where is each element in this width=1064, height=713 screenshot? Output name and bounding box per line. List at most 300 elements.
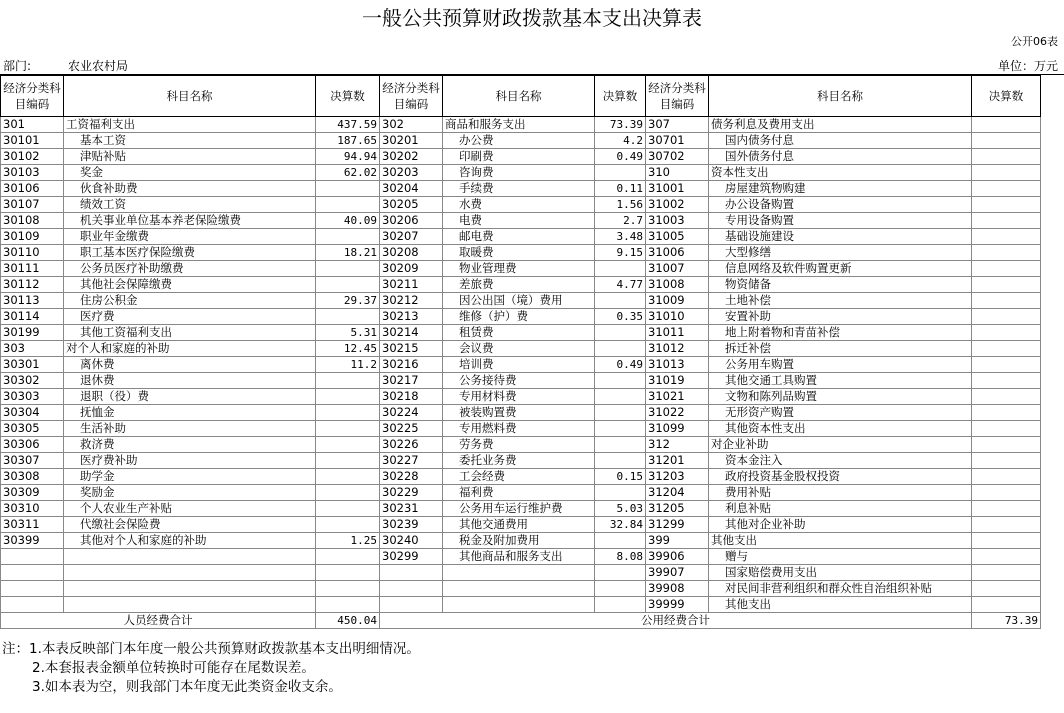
table-row	[1, 597, 1041, 613]
amount-cell	[972, 597, 1041, 613]
code-cell: 31021	[646, 389, 709, 405]
code-cell: 30205	[380, 197, 443, 213]
table-row	[1, 421, 1041, 437]
amount-cell: 9.15	[595, 245, 646, 261]
code-cell: 301	[1, 117, 64, 133]
item-name-cell: 退休费	[64, 373, 316, 389]
item-name-cell: 公务接待费	[443, 373, 595, 389]
code-cell	[380, 581, 443, 597]
item-name-cell	[443, 565, 595, 581]
header-amount-3: 决算数	[972, 76, 1041, 117]
code-cell: 31205	[646, 501, 709, 517]
amount-cell	[316, 373, 380, 389]
code-cell: 302	[380, 117, 443, 133]
item-name-cell: 物资储备	[709, 277, 972, 293]
item-name-cell: 机关事业单位基本养老保险缴费	[64, 213, 316, 229]
item-name-cell: 利息补贴	[709, 501, 972, 517]
amount-cell: 62.02	[316, 165, 380, 181]
code-cell: 30214	[380, 325, 443, 341]
code-cell: 30101	[1, 133, 64, 149]
amount-cell	[972, 421, 1041, 437]
code-cell: 303	[1, 341, 64, 357]
amount-cell: 0.11	[595, 181, 646, 197]
item-name-cell: 邮电费	[443, 229, 595, 245]
amount-cell	[316, 181, 380, 197]
amount-cell	[972, 293, 1041, 309]
code-cell: 31022	[646, 405, 709, 421]
header-name-2: 科目名称	[443, 76, 595, 117]
code-cell: 30212	[380, 293, 443, 309]
amount-cell	[972, 501, 1041, 517]
note-1: 注：1.本表反映部门本年度一般公共预算财政拨款基本支出明细情况。	[2, 641, 420, 657]
item-name-cell: 专用设备购置	[709, 213, 972, 229]
amount-cell	[595, 437, 646, 453]
amount-cell	[316, 277, 380, 293]
table-row	[1, 261, 1041, 277]
code-cell: 30106	[1, 181, 64, 197]
table-row	[1, 165, 1041, 181]
code-cell: 30217	[380, 373, 443, 389]
code-cell: 30239	[380, 517, 443, 533]
amount-cell	[595, 533, 646, 549]
note-3: 3.如本表为空，则我部门本年度无此类资金收支余。	[32, 679, 342, 695]
item-name-cell: 资本性支出	[709, 165, 972, 181]
item-name-cell: 水费	[443, 197, 595, 213]
code-cell: 31008	[646, 277, 709, 293]
table-row	[1, 117, 1041, 133]
item-name-cell: 政府投资基金股权投资	[709, 469, 972, 485]
amount-cell	[316, 597, 380, 613]
item-name-cell: 办公费	[443, 133, 595, 149]
table-row	[1, 533, 1041, 549]
code-cell: 31007	[646, 261, 709, 277]
department-label: 部门:	[3, 59, 32, 73]
amount-cell	[972, 181, 1041, 197]
code-cell: 30209	[380, 261, 443, 277]
amount-cell	[972, 373, 1041, 389]
amount-cell: 1.25	[316, 533, 380, 549]
code-cell: 31099	[646, 421, 709, 437]
item-name-cell: 国家赔偿费用支出	[709, 565, 972, 581]
item-name-cell: 福利费	[443, 485, 595, 501]
item-name-cell: 印刷费	[443, 149, 595, 165]
item-name-cell: 个人农业生产补贴	[64, 501, 316, 517]
code-cell: 30114	[1, 309, 64, 325]
item-name-cell: 其他商品和服务支出	[443, 549, 595, 565]
amount-cell	[595, 165, 646, 181]
item-name-cell: 电费	[443, 213, 595, 229]
item-name-cell: 国内债务付息	[709, 133, 972, 149]
amount-cell: 73.39	[595, 117, 646, 133]
table-row	[1, 325, 1041, 341]
item-name-cell: 抚恤金	[64, 405, 316, 421]
amount-cell	[972, 453, 1041, 469]
amount-cell: 11.2	[316, 357, 380, 373]
item-name-cell: 拆迁补偿	[709, 341, 972, 357]
table-row	[1, 517, 1041, 533]
amount-cell: 187.65	[316, 133, 380, 149]
code-cell: 39906	[646, 549, 709, 565]
table-row	[1, 501, 1041, 517]
amount-cell	[595, 261, 646, 277]
code-cell: 31009	[646, 293, 709, 309]
code-cell: 30207	[380, 229, 443, 245]
item-name-cell: 地上附着物和青苗补偿	[709, 325, 972, 341]
item-name-cell	[443, 597, 595, 613]
personnel-total-label: 人员经费合计	[1, 613, 316, 629]
table-row	[1, 309, 1041, 325]
item-name-cell: 赠与	[709, 549, 972, 565]
code-cell: 30107	[1, 197, 64, 213]
amount-cell	[316, 261, 380, 277]
code-cell: 30103	[1, 165, 64, 181]
amount-cell	[316, 309, 380, 325]
code-cell: 30218	[380, 389, 443, 405]
header-code-3: 经济分类科目编码	[646, 76, 709, 117]
table-row	[1, 453, 1041, 469]
amount-cell	[595, 565, 646, 581]
code-cell: 30211	[380, 277, 443, 293]
amount-cell	[595, 581, 646, 597]
item-name-cell: 房屋建筑物购建	[709, 181, 972, 197]
item-name-cell: 职业年金缴费	[64, 229, 316, 245]
amount-cell	[972, 117, 1041, 133]
code-cell: 30299	[380, 549, 443, 565]
amount-cell	[316, 549, 380, 565]
item-name-cell: 对个人和家庭的补助	[64, 341, 316, 357]
code-cell: 30309	[1, 485, 64, 501]
item-name-cell: 专用燃料费	[443, 421, 595, 437]
amount-cell	[972, 133, 1041, 149]
item-name-cell: 奖励金	[64, 485, 316, 501]
amount-cell	[316, 469, 380, 485]
table-row	[1, 181, 1041, 197]
amount-cell	[972, 469, 1041, 485]
item-name-cell: 住房公积金	[64, 293, 316, 309]
table-row	[1, 245, 1041, 261]
item-name-cell: 信息网络及软件购置更新	[709, 261, 972, 277]
amount-cell: 437.59	[316, 117, 380, 133]
amount-cell	[972, 197, 1041, 213]
code-cell: 30228	[380, 469, 443, 485]
amount-cell	[972, 325, 1041, 341]
amount-cell	[316, 565, 380, 581]
code-cell: 39908	[646, 581, 709, 597]
item-name-cell: 被装购置费	[443, 405, 595, 421]
code-cell: 30310	[1, 501, 64, 517]
item-name-cell: 其他对企业补助	[709, 517, 972, 533]
code-cell: 30305	[1, 421, 64, 437]
item-name-cell: 伙食补助费	[64, 181, 316, 197]
code-cell: 31002	[646, 197, 709, 213]
amount-cell	[316, 437, 380, 453]
code-cell: 30229	[380, 485, 443, 501]
item-name-cell: 税金及附加费用	[443, 533, 595, 549]
amount-cell	[972, 437, 1041, 453]
code-cell: 30108	[1, 213, 64, 229]
table-row	[1, 213, 1041, 229]
code-cell: 30111	[1, 261, 64, 277]
amount-cell: 3.48	[595, 229, 646, 245]
item-name-cell: 维修（护）费	[443, 309, 595, 325]
amount-cell	[972, 389, 1041, 405]
item-name-cell: 国外债务付息	[709, 149, 972, 165]
header-row	[1, 76, 1041, 117]
header-name-1: 科目名称	[64, 76, 316, 117]
amount-cell	[972, 277, 1041, 293]
amount-cell: 2.7	[595, 213, 646, 229]
code-cell: 30304	[1, 405, 64, 421]
amount-cell	[595, 373, 646, 389]
item-name-cell: 奖金	[64, 165, 316, 181]
item-name-cell: 手续费	[443, 181, 595, 197]
amount-cell	[972, 517, 1041, 533]
item-name-cell: 基础设施建设	[709, 229, 972, 245]
table-row	[1, 549, 1041, 565]
code-cell	[1, 549, 64, 565]
item-name-cell: 离休费	[64, 357, 316, 373]
code-cell: 310	[646, 165, 709, 181]
item-name-cell: 物业管理费	[443, 261, 595, 277]
amount-cell: 94.94	[316, 149, 380, 165]
item-name-cell: 债务利息及费用支出	[709, 117, 972, 133]
code-cell: 312	[646, 437, 709, 453]
amount-cell: 40.09	[316, 213, 380, 229]
header-code-1: 经济分类科目编码	[1, 76, 64, 117]
item-name-cell: 因公出国（境）费用	[443, 293, 595, 309]
amount-cell: 12.45	[316, 341, 380, 357]
item-name-cell: 劳务费	[443, 437, 595, 453]
code-cell: 31299	[646, 517, 709, 533]
item-name-cell: 取暖费	[443, 245, 595, 261]
public-total-label: 公用经费合计	[380, 613, 972, 629]
code-cell: 30215	[380, 341, 443, 357]
table-row	[1, 357, 1041, 373]
item-name-cell	[64, 549, 316, 565]
item-name-cell: 救济费	[64, 437, 316, 453]
code-cell: 31013	[646, 357, 709, 373]
code-cell: 30201	[380, 133, 443, 149]
amount-cell	[595, 325, 646, 341]
code-cell: 31012	[646, 341, 709, 357]
item-name-cell: 其他工资福利支出	[64, 325, 316, 341]
code-cell	[1, 581, 64, 597]
item-name-cell: 工会经费	[443, 469, 595, 485]
header-amount-1: 决算数	[316, 76, 380, 117]
item-name-cell: 资本金注入	[709, 453, 972, 469]
item-name-cell: 文物和陈列品购置	[709, 389, 972, 405]
amount-cell	[316, 485, 380, 501]
code-cell: 30208	[380, 245, 443, 261]
item-name-cell: 其他社会保障缴费	[64, 277, 316, 293]
item-name-cell: 费用补贴	[709, 485, 972, 501]
amount-cell: 4.2	[595, 133, 646, 149]
code-cell: 30301	[1, 357, 64, 373]
report-title: 一般公共预算财政拨款基本支出决算表	[362, 6, 702, 30]
code-cell: 30216	[380, 357, 443, 373]
header-code-2: 经济分类科目编码	[380, 76, 443, 117]
item-name-cell: 培训费	[443, 357, 595, 373]
code-cell: 31204	[646, 485, 709, 501]
item-name-cell: 会议费	[443, 341, 595, 357]
code-cell: 31006	[646, 245, 709, 261]
item-name-cell: 医疗费	[64, 309, 316, 325]
table-row	[1, 197, 1041, 213]
item-name-cell: 公务用车购置	[709, 357, 972, 373]
amount-cell	[972, 245, 1041, 261]
item-name-cell: 其他支出	[709, 597, 972, 613]
amount-cell: 32.84	[595, 517, 646, 533]
amount-cell	[972, 309, 1041, 325]
amount-cell	[595, 389, 646, 405]
amount-cell	[972, 165, 1041, 181]
amount-cell	[595, 341, 646, 357]
amount-cell: 0.35	[595, 309, 646, 325]
item-name-cell: 医疗费补助	[64, 453, 316, 469]
item-name-cell: 津贴补贴	[64, 149, 316, 165]
code-cell: 30213	[380, 309, 443, 325]
item-name-cell: 其他支出	[709, 533, 972, 549]
code-cell: 30702	[646, 149, 709, 165]
item-name-cell: 安置补助	[709, 309, 972, 325]
item-name-cell: 工资福利支出	[64, 117, 316, 133]
code-cell	[1, 597, 64, 613]
code-cell: 30225	[380, 421, 443, 437]
code-cell: 30102	[1, 149, 64, 165]
expenditure-table	[0, 75, 1041, 629]
amount-cell	[972, 533, 1041, 549]
item-name-cell: 其他交通工具购置	[709, 373, 972, 389]
amount-cell	[972, 213, 1041, 229]
item-name-cell: 土地补偿	[709, 293, 972, 309]
item-name-cell: 其他资本性支出	[709, 421, 972, 437]
department-value: 农业农村局	[68, 59, 129, 73]
amount-cell	[316, 581, 380, 597]
item-name-cell: 助学金	[64, 469, 316, 485]
table-row	[1, 581, 1041, 597]
code-cell: 307	[646, 117, 709, 133]
code-cell: 30303	[1, 389, 64, 405]
unit-label: 单位：万元	[997, 59, 1058, 73]
table-row	[1, 469, 1041, 485]
code-cell: 30308	[1, 469, 64, 485]
amount-cell	[972, 565, 1041, 581]
amount-cell	[972, 229, 1041, 245]
item-name-cell: 退职（役）费	[64, 389, 316, 405]
item-name-cell: 对民间非营利组织和群众性自治组织补贴	[709, 581, 972, 597]
table-code: 公开06表	[1011, 35, 1058, 48]
header-amount-2: 决算数	[595, 76, 646, 117]
table-row	[1, 133, 1041, 149]
item-name-cell: 代缴社会保险费	[64, 517, 316, 533]
table-row	[1, 405, 1041, 421]
code-cell: 30399	[1, 533, 64, 549]
amount-cell: 4.77	[595, 277, 646, 293]
table-row	[1, 277, 1041, 293]
item-name-cell: 租赁费	[443, 325, 595, 341]
code-cell: 30224	[380, 405, 443, 421]
code-cell: 30204	[380, 181, 443, 197]
code-cell	[1, 565, 64, 581]
amount-cell	[972, 341, 1041, 357]
amount-cell: 1.56	[595, 197, 646, 213]
amount-cell: 0.15	[595, 469, 646, 485]
table-row	[1, 373, 1041, 389]
code-cell: 31201	[646, 453, 709, 469]
code-cell: 30203	[380, 165, 443, 181]
code-cell: 30226	[380, 437, 443, 453]
amount-cell	[316, 229, 380, 245]
item-name-cell: 商品和服务支出	[443, 117, 595, 133]
amount-cell	[316, 421, 380, 437]
amount-cell	[972, 149, 1041, 165]
code-cell: 30307	[1, 453, 64, 469]
code-cell: 30112	[1, 277, 64, 293]
amount-cell	[972, 357, 1041, 373]
code-cell: 30199	[1, 325, 64, 341]
code-cell: 30306	[1, 437, 64, 453]
code-cell: 30302	[1, 373, 64, 389]
code-cell: 31011	[646, 325, 709, 341]
code-cell	[380, 597, 443, 613]
amount-cell	[972, 261, 1041, 277]
code-cell: 39999	[646, 597, 709, 613]
notes	[2, 640, 420, 697]
code-cell: 30206	[380, 213, 443, 229]
item-name-cell: 委托业务费	[443, 453, 595, 469]
code-cell: 30240	[380, 533, 443, 549]
amount-cell	[316, 453, 380, 469]
code-cell: 30113	[1, 293, 64, 309]
item-name-cell: 差旅费	[443, 277, 595, 293]
amount-cell	[316, 405, 380, 421]
item-name-cell: 基本工资	[64, 133, 316, 149]
item-name-cell: 咨询费	[443, 165, 595, 181]
amount-cell: 29.37	[316, 293, 380, 309]
amount-cell	[595, 485, 646, 501]
code-cell: 39907	[646, 565, 709, 581]
item-name-cell	[443, 581, 595, 597]
code-cell: 31019	[646, 373, 709, 389]
code-cell: 31010	[646, 309, 709, 325]
amount-cell: 8.08	[595, 549, 646, 565]
header-name-3: 科目名称	[709, 76, 972, 117]
amount-cell	[595, 453, 646, 469]
item-name-cell: 其他对个人和家庭的补助	[64, 533, 316, 549]
table-row	[1, 293, 1041, 309]
amount-cell	[595, 293, 646, 309]
code-cell: 31005	[646, 229, 709, 245]
item-name-cell: 公务员医疗补助缴费	[64, 261, 316, 277]
table-row	[1, 565, 1041, 581]
code-cell: 30701	[646, 133, 709, 149]
amount-cell: 0.49	[595, 357, 646, 373]
item-name-cell	[64, 581, 316, 597]
item-name-cell: 无形资产购置	[709, 405, 972, 421]
amount-cell	[972, 581, 1041, 597]
code-cell: 30311	[1, 517, 64, 533]
item-name-cell: 办公设备购置	[709, 197, 972, 213]
code-cell: 30202	[380, 149, 443, 165]
note-2: 2.本套报表金额单位转换时可能存在尾数误差。	[32, 660, 315, 676]
amount-cell	[972, 549, 1041, 565]
item-name-cell: 生活补助	[64, 421, 316, 437]
item-name-cell: 对企业补助	[709, 437, 972, 453]
amount-cell: 0.49	[595, 149, 646, 165]
table-row	[1, 485, 1041, 501]
amount-cell	[595, 405, 646, 421]
table-row	[1, 229, 1041, 245]
